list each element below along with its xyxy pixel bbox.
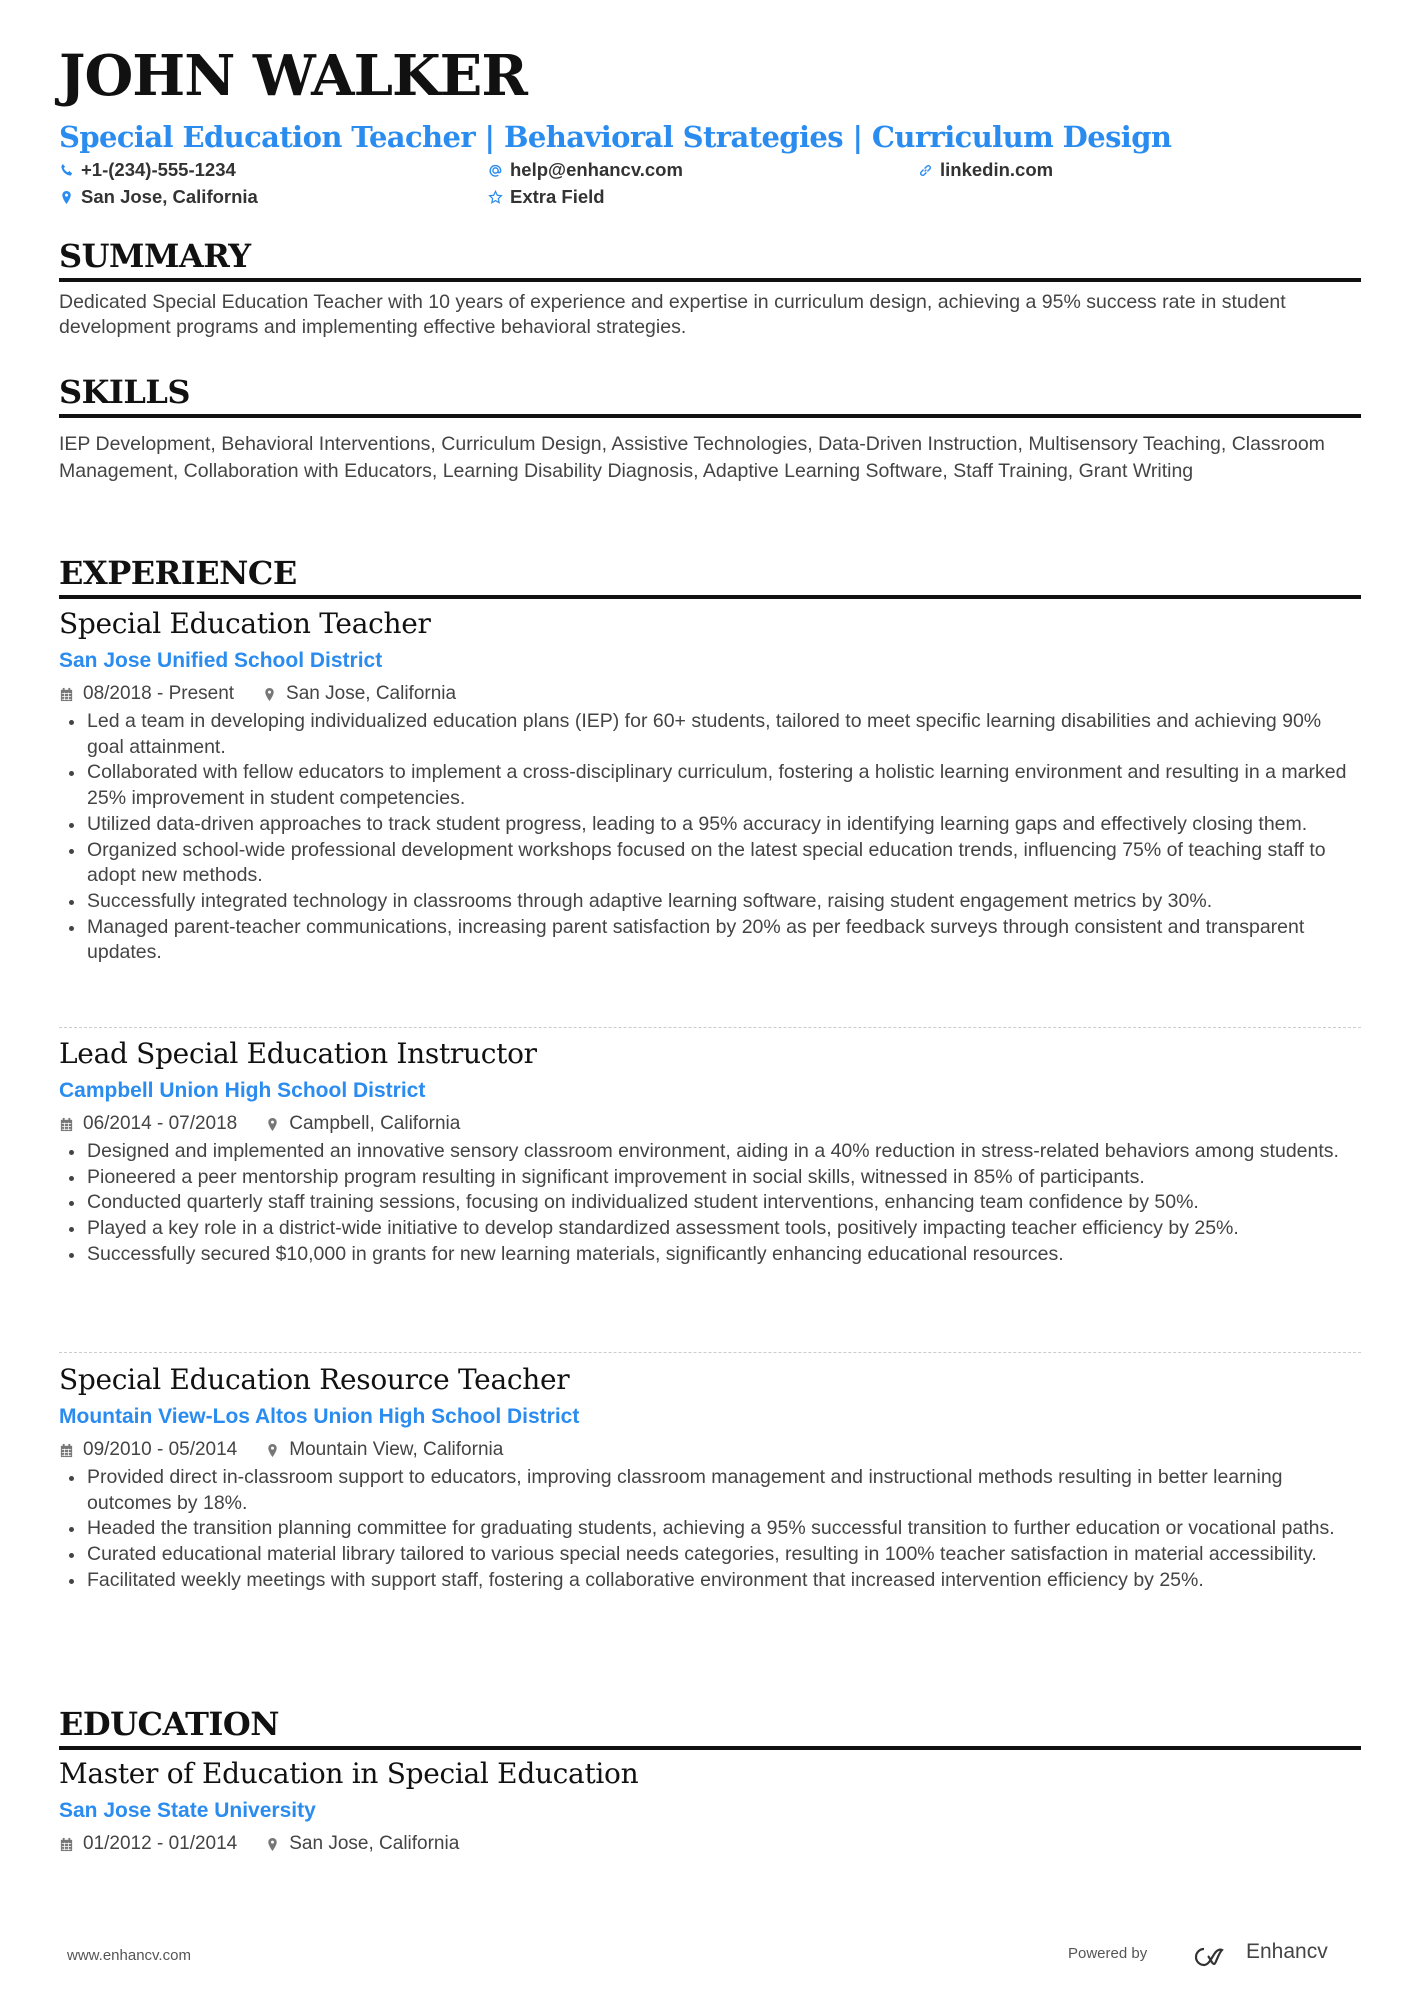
company-name: Mountain View-Los Altos Union High School District <box>59 1405 580 1428</box>
job-divider <box>59 1027 1361 1028</box>
job-dates: 06/2014 - 07/2018 <box>83 1113 238 1134</box>
job-divider <box>59 1352 1361 1353</box>
calendar-icon <box>59 1443 74 1458</box>
phone-icon <box>59 163 74 178</box>
job-location: Campbell, California <box>289 1113 461 1134</box>
bullet-item: Led a team in developing individualized education plans (IEP) for 60+ students, tailored to meet specific learning disabilities and achieving 90% goal attainment. <box>59 709 1361 760</box>
skills-heading: SKILLS <box>59 370 1361 418</box>
bullet-item: Utilized data-driven approaches to track student progress, leading to a 95% accuracy in identifying learning gaps and effectively closing them. <box>59 812 1361 838</box>
contact-extra <box>488 184 605 210</box>
linkedin-link[interactable]: linkedin.com <box>940 159 1054 180</box>
contact-phone <box>59 157 236 183</box>
at-icon <box>488 163 503 178</box>
location-pin-icon <box>262 687 277 702</box>
bullet-item: Pioneered a peer mentorship program resulting in significant improvement in social skills, witnessed in 85% of participants. <box>59 1165 1361 1191</box>
calendar-icon <box>59 1117 74 1132</box>
job-meta <box>59 679 1361 709</box>
job-entry <box>59 1361 1361 1594</box>
job-bullets <box>59 1139 1361 1268</box>
phone-text: +1-(234)-555-1234 <box>81 159 236 180</box>
school-name: San Jose State University <box>59 1799 316 1822</box>
summary-text: Dedicated Special Education Teacher with 10 years of experience and expertise in curriculum design, achieving a 95% success rate in student development programs and implementing effective behavioral strategies. <box>59 291 1286 338</box>
job-title: Special Education Resource Teacher <box>59 1363 570 1396</box>
contact-email[interactable] <box>488 157 683 183</box>
contact-location <box>59 184 258 210</box>
headline: Special Education Teacher | Behavioral Strategies | Curriculum Design <box>59 120 1172 154</box>
contact-linkedin[interactable] <box>918 157 1053 183</box>
candidate-name: JOHN WALKER <box>59 43 527 109</box>
job-dates: 09/2010 - 05/2014 <box>83 1439 238 1460</box>
job-bullets <box>59 709 1361 966</box>
education-heading: EDUCATION <box>59 1702 1361 1750</box>
enhancv-brand: Enhancv <box>1246 1940 1328 1963</box>
job-title: Special Education Teacher <box>59 607 431 640</box>
bullet-item: Organized school-wide professional development workshops focused on the latest special education trends, influencing 75% of teaching staff to adopt new methods. <box>59 838 1361 889</box>
education-entry <box>59 1755 1361 1859</box>
bullet-item: Successfully secured $10,000 in grants for new learning materials, significantly enhancing educational resources. <box>59 1242 1361 1268</box>
skills-text: IEP Development, Behavioral Interventions, Curriculum Design, Assistive Technologies, Data-Driven Instruction, Multisensory Teaching, Classroom Management, Collaboration with Educators, Learning Disability Diagnosis, Adaptive Learning Software, Staff Training, Grant Writing <box>59 433 1325 482</box>
link-icon <box>918 163 933 178</box>
company-name: San Jose Unified School District <box>59 649 383 672</box>
job-meta <box>59 1435 1361 1465</box>
job-location: Mountain View, California <box>289 1439 504 1460</box>
location-text: San Jose, California <box>81 186 258 207</box>
job-entry <box>59 1035 1361 1268</box>
job-meta <box>59 1109 1361 1139</box>
bullet-item: Provided direct in-classroom support to educators, improving classroom management and instructional methods resulting in better learning outcomes by 18%. <box>59 1465 1361 1516</box>
bullet-item: Headed the transition planning committee for graduating students, achieving a 95% successful transition to further education or vocational paths. <box>59 1516 1361 1542</box>
bullet-item: Managed parent-teacher communications, increasing parent satisfaction by 20% as per feedback surveys through consistent and transparent updates. <box>59 915 1361 966</box>
enhancv-logo-icon <box>1188 1944 1234 1970</box>
bullet-item: Collaborated with fellow educators to implement a cross-disciplinary curriculum, fostering a holistic learning environment and resulting in a marked 25% improvement in student competencies. <box>59 760 1361 811</box>
powered-by-label: Powered by <box>1068 1945 1148 1962</box>
extra-field-text: Extra Field <box>510 186 605 207</box>
job-dates: 08/2018 - Present <box>83 683 235 704</box>
bullet-item: Played a key role in a district-wide initiative to develop standardized assessment tools, positively impacting teacher efficiency by 25%. <box>59 1216 1361 1242</box>
job-bullets <box>59 1465 1361 1594</box>
degree-title: Master of Education in Special Education <box>59 1757 639 1790</box>
education-meta <box>59 1829 1361 1859</box>
email-link[interactable]: help@enhancv.com <box>510 159 683 180</box>
location-pin-icon <box>265 1117 280 1132</box>
education-location: San Jose, California <box>289 1833 460 1854</box>
calendar-icon <box>59 1837 74 1852</box>
job-location: San Jose, California <box>286 683 457 704</box>
company-name: Campbell Union High School District <box>59 1079 426 1102</box>
job-entry <box>59 605 1361 966</box>
bullet-item: Successfully integrated technology in classrooms through adaptive learning software, raising student engagement metrics by 30%. <box>59 889 1361 915</box>
bullet-item: Facilitated weekly meetings with support staff, fostering a collaborative environment that increased intervention efficiency by 25%. <box>59 1568 1361 1594</box>
star-icon <box>488 190 503 205</box>
job-title: Lead Special Education Instructor <box>59 1037 537 1070</box>
summary-heading: SUMMARY <box>59 234 1361 282</box>
calendar-icon <box>59 687 74 702</box>
experience-heading: EXPERIENCE <box>59 551 1361 599</box>
location-pin-icon <box>265 1443 280 1458</box>
location-pin-icon <box>59 190 74 205</box>
bullet-item: Curated educational material library tailored to various special needs categories, resulting in 100% teacher satisfaction in material accessibility. <box>59 1542 1361 1568</box>
location-pin-icon <box>265 1837 280 1852</box>
bullet-item: Conducted quarterly staff training sessions, focusing on individualized student interventions, enhancing team confidence by 50%. <box>59 1190 1361 1216</box>
bullet-item: Designed and implemented an innovative sensory classroom environment, aiding in a 40% reduction in stress-related behaviors among students. <box>59 1139 1361 1165</box>
education-dates: 01/2012 - 01/2014 <box>83 1833 238 1854</box>
footer-website[interactable]: www.enhancv.com <box>67 1947 191 1964</box>
